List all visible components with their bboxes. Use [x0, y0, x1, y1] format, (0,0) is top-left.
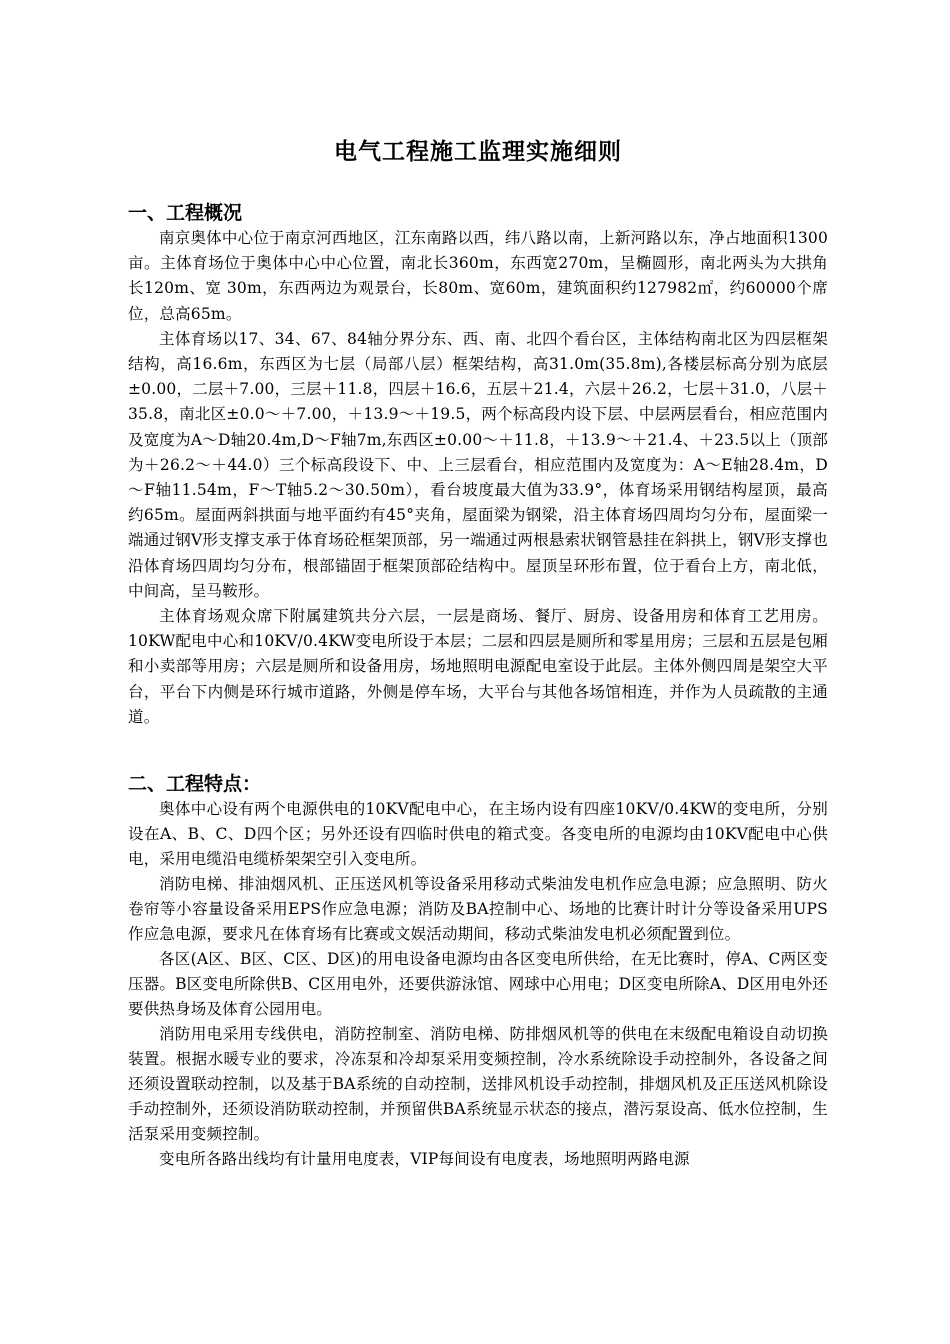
overview-paragraph-1: 南京奥体中心位于南京河西地区，江东南路以西，纬八路以南，上新河路以东，净占地面积1300亩。主体育场位于奥体中心中心位置，南北长360m，东西宽270m，呈椭圆形，南北两头为大拱角长120m、宽 30m，东西两边为观景台，长80m、宽60m，建筑面积约127982㎡，约60000个席位，总高65m。 — [128, 229, 828, 323]
section-heading-overview: 一、工程概况 — [128, 202, 243, 224]
features-paragraph-5: 变电所各路出线均有计量用电度表，VIP每间设有电度表，场地照明两路电源 — [159, 1150, 690, 1168]
features-paragraph-2: 消防电梯、排油烟风机、正压送风机等设备采用移动式柴油发电机作应急电源；应急照明、防火卷帘等小容量设备采用EPS作应急电源；消防及BA控制中心、场地的比赛计时计分等设备采用UPS作应急电源，要求凡在体育场有比赛或文娱活动期间，移动式柴油发电机必须配置到位。 — [128, 875, 828, 943]
overview-paragraph-3: 主体育场观众席下附属建筑共分六层，一层是商场、餐厅、厨房、设备用房和体育工艺用房。10KW配电中心和10KV/0.4KW变电所设于本层；二层和四层是厕所和零星用房；三层和五层是包厢和小卖部等用房；六层是厕所和设备用房，场地照明电源配电室设于此层。主体外侧四周是架空大平台，平台下内侧是环行城市道路，外侧是停车场，大平台与其他各场馆相连，并作为人员疏散的主通道。 — [128, 607, 828, 726]
features-paragraph-3: 各区(A区、B区、C区、D区)的用电设备电源均由各区变电所供给，在无比赛时，停A、C两区变压器。B区变电所除供B、C区用电外，还要供游泳馆、网球中心用电；D区变电所除A、D区用电外还要供热身场及体育公园用电。 — [128, 950, 828, 1018]
features-paragraph-4: 消防用电采用专线供电，消防控制室、消防电梯、防排烟风机等的供电在末级配电箱设自动切换装置。根据水暖专业的要求，冷冻泵和冷却泵采用变频控制，冷水系统除设手动控制外，各设备之间还须设置联动控制，以及基于BA系统的自动控制，送排风机设手动控制，排烟风机及正压送风机除设手动控制外，还须设消防联动控制，并预留供BA系统显示状态的接点，潜污泵设高、低水位控制，生活泵采用变频控制。 — [128, 1025, 828, 1143]
features-paragraph-1: 奥体中心设有两个电源供电的10KV配电中心，在主场内设有四座10KV/0.4KW的变电所，分别设在A、B、C、D四个区；另外还设有四临时供电的箱式变。各变电所的电源均由10KV配电中心供电，采用电缆沿电缆桥架架空引入变电所。 — [128, 800, 828, 868]
overview-paragraph-2: 主体育场以17、34、67、84轴分界分东、西、南、北四个看台区，主体结构南北区为四层框架结构，高16.6m，东西区为七层（局部八层）框架结构，高31.0m(35.8m),各楼层标高分别为底层±0.00，二层＋7.00，三层＋11.8，四层＋16.6，五层＋21.4，六层＋26.2，七层＋31.0，八层＋35.8，南北区±0.0～＋7.00，＋13.9～＋19.5，两个标高段内设下层、中层两层看台，相应范围内及宽度为A～D轴20.4m,D～F轴7m,东西区±0.00～＋11.8，＋13.9～＋21.4、＋23.5以上（顶部为＋26.2～＋44.0）三个标高段设下、中、上三层看台，相应范围内及宽度为：A～E轴28.4m，D～F轴11.54m，F～T轴5.2～30.50m），看台坡度最大值为33.9°，体育场采用钢结构屋顶，最高约65m。屋面两斜拱面与地平面约有45°夹角，屋面梁为钢梁，沿主体育场四周均匀分布，屋面梁一端通过钢V形支撑支承于体育场砼框架顶部，另一端通过两根悬索状钢管悬挂在斜拱上，钢V形支撑也沿体育场四周均匀分布，根部锚固于框架顶部砼结构中。屋顶呈环形布置，位于看台上方，南北低，中间高，呈马鞍形。 — [128, 329, 828, 600]
document-title: 电气工程施工监理实施细则 — [334, 139, 622, 165]
section-features — [128, 771, 828, 1172]
section-overview — [128, 200, 828, 730]
section-heading-features: 二、工程特点： — [128, 773, 262, 795]
